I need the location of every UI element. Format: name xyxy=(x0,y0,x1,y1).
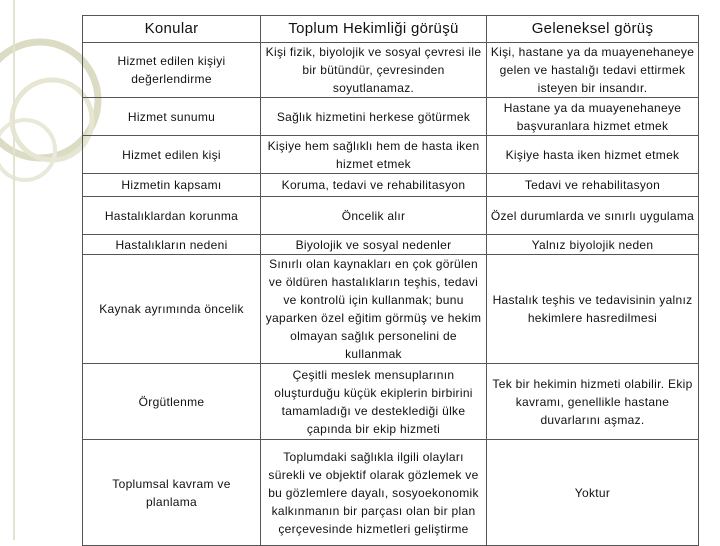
table-row xyxy=(83,197,699,235)
header-row xyxy=(83,16,699,43)
table-row xyxy=(83,98,699,136)
traditional-cell: Yalnız biyolojik neden xyxy=(487,235,699,255)
header-community-view: Toplum Hekimliği görüşü xyxy=(261,16,487,43)
table-row xyxy=(83,255,699,364)
comparison-table-container xyxy=(82,15,698,546)
community-cell: Sınırlı olan kaynakları en çok görülen ve öldüren hastalıkların teşhis, tedavi ve kontrolü için kullanmak; bunu yaparken özel eğitim görmüş ve hekim olmayan sağlık personelini de kullanmak xyxy=(261,255,487,364)
topic-cell: Hizmet edilen kişi xyxy=(83,136,261,174)
table-row xyxy=(83,136,699,174)
community-cell: Koruma, tedavi ve rehabilitasyon xyxy=(261,174,487,197)
community-cell: Öncelik alır xyxy=(261,197,487,235)
community-cell: Kişiye hem sağlıklı hem de hasta iken hizmet etmek xyxy=(261,136,487,174)
topic-cell: Hastalıkların nedeni xyxy=(83,235,261,255)
topic-cell: Hizmet edilen kişiyi değerlendirme xyxy=(83,43,261,98)
traditional-cell: Tedavi ve rehabilitasyon xyxy=(487,174,699,197)
header-traditional-view: Geleneksel görüş xyxy=(487,16,699,43)
traditional-cell: Hastalık teşhis ve tedavisinin yalnız hekimlere hasredilmesi xyxy=(487,255,699,364)
traditional-cell: Kişiye hasta iken hizmet etmek xyxy=(487,136,699,174)
table-row xyxy=(83,43,699,98)
comparison-table xyxy=(82,15,699,546)
traditional-cell: Yoktur xyxy=(487,440,699,546)
table-row xyxy=(83,174,699,197)
traditional-cell: Tek bir hekimin hizmeti olabilir. Ekip kavramı, genellikle hastane duvarlarını aşmaz. xyxy=(487,364,699,440)
community-cell: Sağlık hizmetini herkese götürmek xyxy=(261,98,487,136)
community-cell: Kişi fizik, biyolojik ve sosyal çevresi ile bir bütündür, çevresinden soyutlanamaz. xyxy=(261,43,487,98)
topic-cell: Hizmet sunumu xyxy=(83,98,261,136)
topic-cell: Kaynak ayrımında öncelik xyxy=(83,255,261,364)
table-row xyxy=(83,235,699,255)
table-row xyxy=(83,440,699,546)
topic-cell: Hastalıklardan korunma xyxy=(83,197,261,235)
community-cell: Toplumdaki sağlıkla ilgili olayları sürekli ve objektif olarak gözlemek ve bu gözlemlere dayalı, sosyoekonomik kalkınmanın bir parçası olan bir plan çerçevesinde hizmetleri geliştirme xyxy=(261,440,487,546)
topic-cell: Örgütlenme xyxy=(83,364,261,440)
traditional-cell: Özel durumlarda ve sınırlı uygulama xyxy=(487,197,699,235)
community-cell: Çeşitli meslek mensuplarının oluşturduğu küçük ekiplerin birbirini tamamladığı ve desteklediği ülke çapında bir ekip hizmeti xyxy=(261,364,487,440)
topic-cell: Hizmetin kapsamı xyxy=(83,174,261,197)
traditional-cell: Kişi, hastane ya da muayenehaneye gelen ve hastalığı tedavi ettirmek isteyen bir insandır. xyxy=(487,43,699,98)
topic-cell: Toplumsal kavram ve planlama xyxy=(83,440,261,546)
table-row xyxy=(83,364,699,440)
header-topics: Konular xyxy=(83,16,261,43)
traditional-cell: Hastane ya da muayenehaneye başvuranlara hizmet etmek xyxy=(487,98,699,136)
community-cell: Biyolojik ve sosyal nedenler xyxy=(261,235,487,255)
